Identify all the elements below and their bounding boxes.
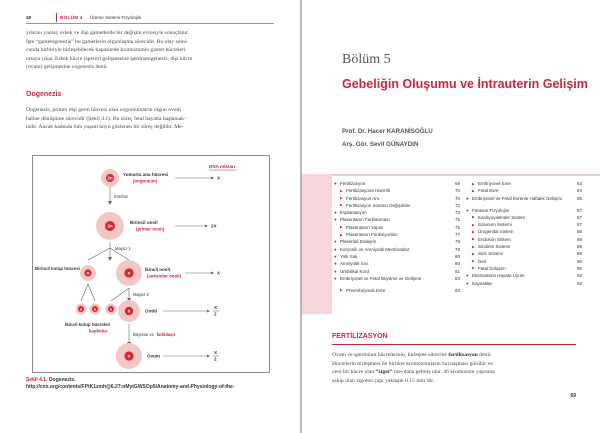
toc-side-band	[302, 174, 332, 314]
triangle-bullet-icon: ▶	[340, 188, 343, 193]
text-line: ortaya çıkar. Erkek hücre (sperm) gelişmesine spermatogenezis, dişi hücre	[26, 55, 193, 62]
bullet-icon: ●	[334, 210, 337, 216]
toc-entry-page: 88	[576, 236, 582, 242]
text-line: (ovum) gelişmesine oogenezis denir.	[26, 64, 109, 71]
oogenesis-diagram	[33, 156, 271, 374]
chapter-number: Bölüm 5	[342, 52, 391, 67]
arrow-head	[211, 177, 214, 180]
second-polar-accent: kaybolur	[89, 328, 108, 334]
toc-entry-page: 85	[576, 195, 582, 201]
author-primary: Prof. Dr. Hacer KARANİSOĞLU	[342, 128, 433, 135]
toc-entry[interactable]	[466, 196, 582, 208]
mayoz1-label: Mayoz 1	[115, 246, 131, 251]
text-segment: sahip olan zigotun çapı yaklaşık 0.15 mm’dir.	[332, 377, 435, 384]
primary-oocyte-sub: (primer oosit)	[136, 226, 165, 232]
primary-oocyte-ploidy: 2n	[107, 223, 113, 229]
triangle-bullet-icon: ▶	[472, 222, 475, 227]
page-number: 69	[570, 393, 576, 399]
toc-entry-label: Preembriyonik Evre	[346, 287, 386, 293]
figure-source-url: http://cnx.org/contents/FPtK1zmh@6.27:nMytGWSOp5/Anatomy-and-Physiology-of-the-	[26, 384, 235, 390]
first-polar-text: Birincil kutup hücresi	[35, 266, 80, 271]
triangle-bullet-icon: ▶	[472, 266, 475, 271]
text-line: haline dönüşüme sürecidir (Şekil 4.1). Bu süreç fetal hayatta başlamak-	[26, 115, 186, 122]
toc-entry-page: 75	[454, 224, 460, 230]
secondary-oocyte-ploidy: n	[127, 270, 131, 276]
dna-value: 2X	[211, 223, 217, 229]
arrow-head	[211, 272, 214, 275]
dna-value: X	[217, 175, 221, 181]
text-segment: Hücrelerin birleşmesi ile birlikte kromozomların kaynaşması görülür ve	[332, 360, 493, 367]
branch-line	[88, 284, 95, 301]
first-polar-label	[35, 266, 80, 271]
toc-entry-label: Amniyotik Sıvı	[340, 261, 369, 267]
toc-entry[interactable]	[334, 254, 460, 261]
toc-entry-label: Ürogenital Sistem	[478, 229, 514, 235]
secondary-oocyte-sub: (sekonder oosit)	[147, 273, 182, 279]
chapter-title: Gebeliğin Oluşumu ve İntrauterin Gelişim	[342, 77, 588, 91]
page-number: 48	[26, 15, 32, 20]
toc-entry-page: 84	[576, 188, 582, 194]
dna-amount-label: DNA miktarı	[209, 164, 236, 169]
growth-text: Büyüme ve	[133, 332, 154, 337]
toc-entry[interactable]	[334, 232, 460, 239]
triangle-bullet-icon: ▶	[472, 181, 475, 186]
bold-term: fertilizasyon	[448, 352, 478, 358]
dna-value-num: X	[214, 305, 218, 310]
bullet-icon: ●	[334, 268, 337, 274]
toc-entry-page: 69	[454, 181, 460, 186]
branch-line	[88, 248, 110, 260]
toc-entry-page: 79	[454, 246, 460, 252]
toc-entry-label: Koryonik ve Amniyotik Membranlar	[340, 246, 410, 252]
toc-entry[interactable]	[466, 208, 582, 215]
toc-entry[interactable]	[466, 273, 582, 280]
header-separator	[56, 13, 57, 22]
toc-entry-page: 90	[576, 258, 582, 264]
secondary-oocyte-name: İkincil oosit	[145, 267, 171, 272]
toc-entry[interactable]	[334, 288, 460, 295]
text-line: yılarını yanlar, erkek ve dişi gametlerde bir değişim evresiyle sonuçlanır.	[26, 30, 190, 36]
ovum-name: Ovum	[147, 353, 161, 359]
growth-label	[133, 332, 176, 337]
toc-entry-label: Sinir Sistemi	[478, 251, 504, 257]
mayoz2-label: Mayoz 2	[133, 292, 149, 297]
text-segment: Ovum ve spermium hücrelerinin, birleşme sürecine	[332, 352, 449, 358]
bullet-icon: ●	[334, 239, 337, 245]
text-line	[332, 351, 576, 360]
bullet-icon: ●	[466, 195, 469, 201]
toc-entry-label: Solunum Sistemi	[478, 222, 512, 228]
toc-entry-label: Plasentanın Yapısı	[346, 224, 384, 230]
toc-entry[interactable]	[466, 229, 582, 236]
toc-entry-label: Fetüsün Fizyolojisi	[472, 207, 510, 213]
bullet-icon: ●	[334, 275, 337, 281]
chapter-label: BÖLÜM 4	[60, 15, 83, 20]
first-polar-ploidy: n	[86, 270, 90, 276]
toc-entry[interactable]	[334, 196, 460, 203]
toc-entry-label: Embriyonel Evre	[478, 181, 512, 186]
toc-entry-label: Fertilizasyon Sonrası Değişimler	[346, 202, 411, 208]
toc-entry[interactable]	[466, 266, 582, 273]
text-line: Oogenezis, primer dişi germ hücresi olan oogoniumların olgun ovum	[26, 107, 181, 113]
bullet-icon: ●	[334, 181, 337, 186]
toc-entry-page: 88	[576, 229, 582, 235]
toc-entry-label: Fertilizasyona Hazırlık	[346, 188, 391, 194]
toc-entry-label: Deri	[478, 258, 487, 264]
triangle-bullet-icon: ▶	[472, 251, 475, 256]
arrow-head	[205, 225, 208, 228]
text-segment: meydana gelmiş olur. 46 kromozom yapısına	[392, 369, 495, 376]
toc-entry-label: Endokrin Sistem	[478, 236, 511, 242]
bullet-icon: ●	[334, 253, 337, 259]
triangle-bullet-icon: ▶	[340, 232, 343, 237]
bullet-icon: ●	[334, 261, 337, 267]
toc-entry-page: 70	[454, 188, 460, 194]
bullet-icon: ●	[466, 280, 469, 286]
second-polar-ploidy: n	[79, 306, 83, 312]
toc-entry-page: 83	[454, 287, 460, 293]
toc-entry-page: 90	[576, 265, 582, 271]
triangle-bullet-icon: ▶	[472, 237, 475, 242]
toc-entry-label: Plasentanın Fonksiyonları	[346, 232, 398, 238]
toc-entry[interactable]	[334, 269, 460, 276]
text-line: cunda birbiriyle birleşebilecek kapasitede kromozomlu gamet hücreleri	[26, 47, 186, 54]
dna-value-num: X	[214, 350, 218, 355]
growth-accent: farklılaşır	[156, 332, 176, 337]
toc-entry-page: 75	[454, 217, 460, 223]
triangle-bullet-icon: ▶	[472, 188, 475, 193]
paragraph-intro	[26, 29, 274, 72]
toc-entry[interactable]	[466, 259, 582, 266]
toc-entry[interactable]	[334, 261, 460, 268]
toc-entry-page: 87	[576, 207, 582, 213]
second-polar-ploidy: n	[93, 306, 97, 312]
paragraph-oogenezis	[26, 106, 274, 132]
figure-label: Şekil 4.1.	[26, 377, 48, 383]
toc-entry[interactable]	[334, 225, 460, 232]
section-title-fertilizasyon: FERTİLİZASYON	[332, 333, 388, 340]
dna-value: X	[217, 270, 221, 276]
second-polar-ploidy: n	[109, 306, 113, 312]
toc-entry-page: 87	[576, 222, 582, 228]
toc-entry-label: İmplantasyon	[340, 210, 367, 216]
toc-entry-label: Ekstrauterin Hayata Uyum	[472, 273, 525, 279]
toc-entry[interactable]	[334, 239, 460, 246]
triangle-bullet-icon: ▶	[472, 244, 475, 249]
toc-entry-label: Yolk Sak	[340, 253, 358, 259]
toc-entry-page: 92	[576, 273, 582, 279]
toc-entry[interactable]	[466, 281, 582, 288]
toc-column-1	[334, 181, 460, 295]
ovum-ploidy: n	[127, 353, 131, 359]
toc-entry[interactable]	[466, 188, 582, 195]
toc-entry[interactable]	[466, 215, 582, 222]
toc-entry[interactable]	[334, 210, 460, 217]
toc-entry[interactable]	[334, 181, 460, 188]
text-segment: yeni bir hücre olan	[332, 369, 376, 376]
oogonium-sub: (oogonium)	[133, 178, 158, 184]
oogenesis-figure	[32, 155, 270, 373]
toc-entry-label: Sindirim Sistemi	[478, 244, 511, 250]
text-segment: denir.	[477, 352, 492, 358]
toc-entry-label: Fertilizasyon Anı	[346, 195, 380, 201]
ootid-ploidy: n	[127, 308, 131, 314]
toc-entry-page: 79	[454, 239, 460, 245]
toc-entry-label: Umbilikal Kord	[340, 268, 370, 274]
toc-entry-label: Kaynaklar	[472, 280, 493, 286]
section-title-oogenezis: Oogenezis	[26, 91, 62, 98]
toc-entry-label: Fetal Evre	[478, 188, 499, 194]
text-line: tadır. Ancak kadında tüm yaşam boyu gözlenen bir süreç değildir. Me-	[26, 124, 184, 131]
toc-column-2	[466, 181, 582, 288]
figure-name: Oogenezis.	[48, 377, 76, 383]
toc-entry[interactable]	[466, 244, 582, 251]
arrow-head	[207, 310, 210, 313]
toc-entry[interactable]	[334, 247, 460, 254]
toc-entry-page: 92	[576, 280, 582, 286]
oogonium-name: Yumurta ana hücresi	[123, 172, 169, 177]
toc-entry[interactable]	[466, 237, 582, 244]
text-line: İşte “gametogenezis” bu gametlerin olgunlaşma sürecidir. Bu olay sonu-	[26, 38, 189, 45]
toc-entry-page: 77	[454, 232, 460, 238]
triangle-bullet-icon: ▶	[472, 229, 475, 234]
author-secondary: Arş. Gör. Sevil GÜNAYDIN	[342, 141, 419, 148]
toc-entry-page: 83	[576, 181, 582, 186]
toc-entry[interactable]	[334, 217, 460, 224]
arrow-head	[108, 257, 112, 261]
paragraph-fertilizasyon	[332, 351, 576, 385]
toc-entry-page: 87	[576, 214, 582, 220]
toc-entry-label: Plasental Dolaşım	[340, 239, 377, 245]
bullet-icon: ●	[334, 246, 337, 252]
running-header	[26, 12, 274, 24]
toc-entry[interactable]	[334, 188, 460, 195]
triangle-bullet-icon: ▶	[472, 259, 475, 264]
toc-entry-page: 81	[454, 268, 460, 274]
arrow-head	[108, 201, 112, 205]
figure-caption	[26, 377, 278, 391]
toc-entry-label: Fertilizasyon	[340, 181, 366, 186]
branch-line	[81, 284, 88, 301]
second-polar-label	[65, 322, 110, 327]
toc-entry-page: 80	[454, 253, 460, 259]
text-line	[332, 360, 576, 369]
toc-entry-label: Plasentanın Farklanması	[340, 217, 390, 223]
text-line	[332, 368, 576, 377]
bullet-icon: ●	[466, 273, 469, 279]
toc-entry[interactable]	[334, 276, 460, 288]
toc-entry[interactable]	[466, 181, 582, 188]
primary-oocyte-name: Birincil oosit	[130, 220, 158, 225]
interfaz-label: İnterfaz	[114, 194, 128, 199]
arrow-head	[207, 355, 210, 358]
toc-entry-label: Fetal Dolaşım	[478, 265, 506, 271]
triangle-bullet-icon: ▶	[340, 203, 343, 208]
triangle-bullet-icon: ▶	[340, 288, 343, 293]
section-rule	[332, 344, 576, 345]
toc-entry-label: Embriyonel ve Fetal Evrenin Haftalık Gelişimi	[472, 195, 563, 201]
triangle-bullet-icon: ▶	[472, 215, 475, 220]
right-page	[302, 0, 600, 433]
bullet-icon: ●	[466, 207, 469, 213]
second-polar-text: İkincil kutup hücreleri	[65, 322, 111, 327]
running-title: Üreme Sistemi Fizyolojisi	[90, 15, 142, 20]
oogonium-ploidy: 2n	[107, 175, 113, 181]
toc-entry-page: 80	[454, 261, 460, 267]
toc-entry-label: Embriyonel ve Fetal Büyüme ve Gelişme	[340, 275, 422, 281]
header-rule	[26, 23, 274, 24]
bold-term: “zigot”	[375, 369, 393, 376]
bullet-icon: ●	[334, 217, 337, 223]
toc-entry-page: 88	[576, 244, 582, 250]
dna-value-den: 2	[214, 356, 217, 362]
text-line	[332, 377, 576, 386]
toc-entry-page: 89	[576, 251, 582, 257]
branch-line	[111, 288, 129, 301]
toc-entry-page: 83	[454, 275, 460, 281]
toc-entry[interactable]	[466, 251, 582, 258]
triangle-bullet-icon: ▶	[340, 196, 343, 201]
toc-entry-page: 73	[454, 210, 460, 216]
dna-value-den: 2	[214, 311, 217, 317]
toc-entry-label: Kardiyovasküler Sistem	[478, 214, 526, 220]
triangle-bullet-icon: ▶	[340, 225, 343, 230]
toc-entry-page: 70	[454, 195, 460, 201]
ootid-name: Ootid	[145, 308, 157, 314]
toc-entry-page: 72	[454, 202, 460, 208]
